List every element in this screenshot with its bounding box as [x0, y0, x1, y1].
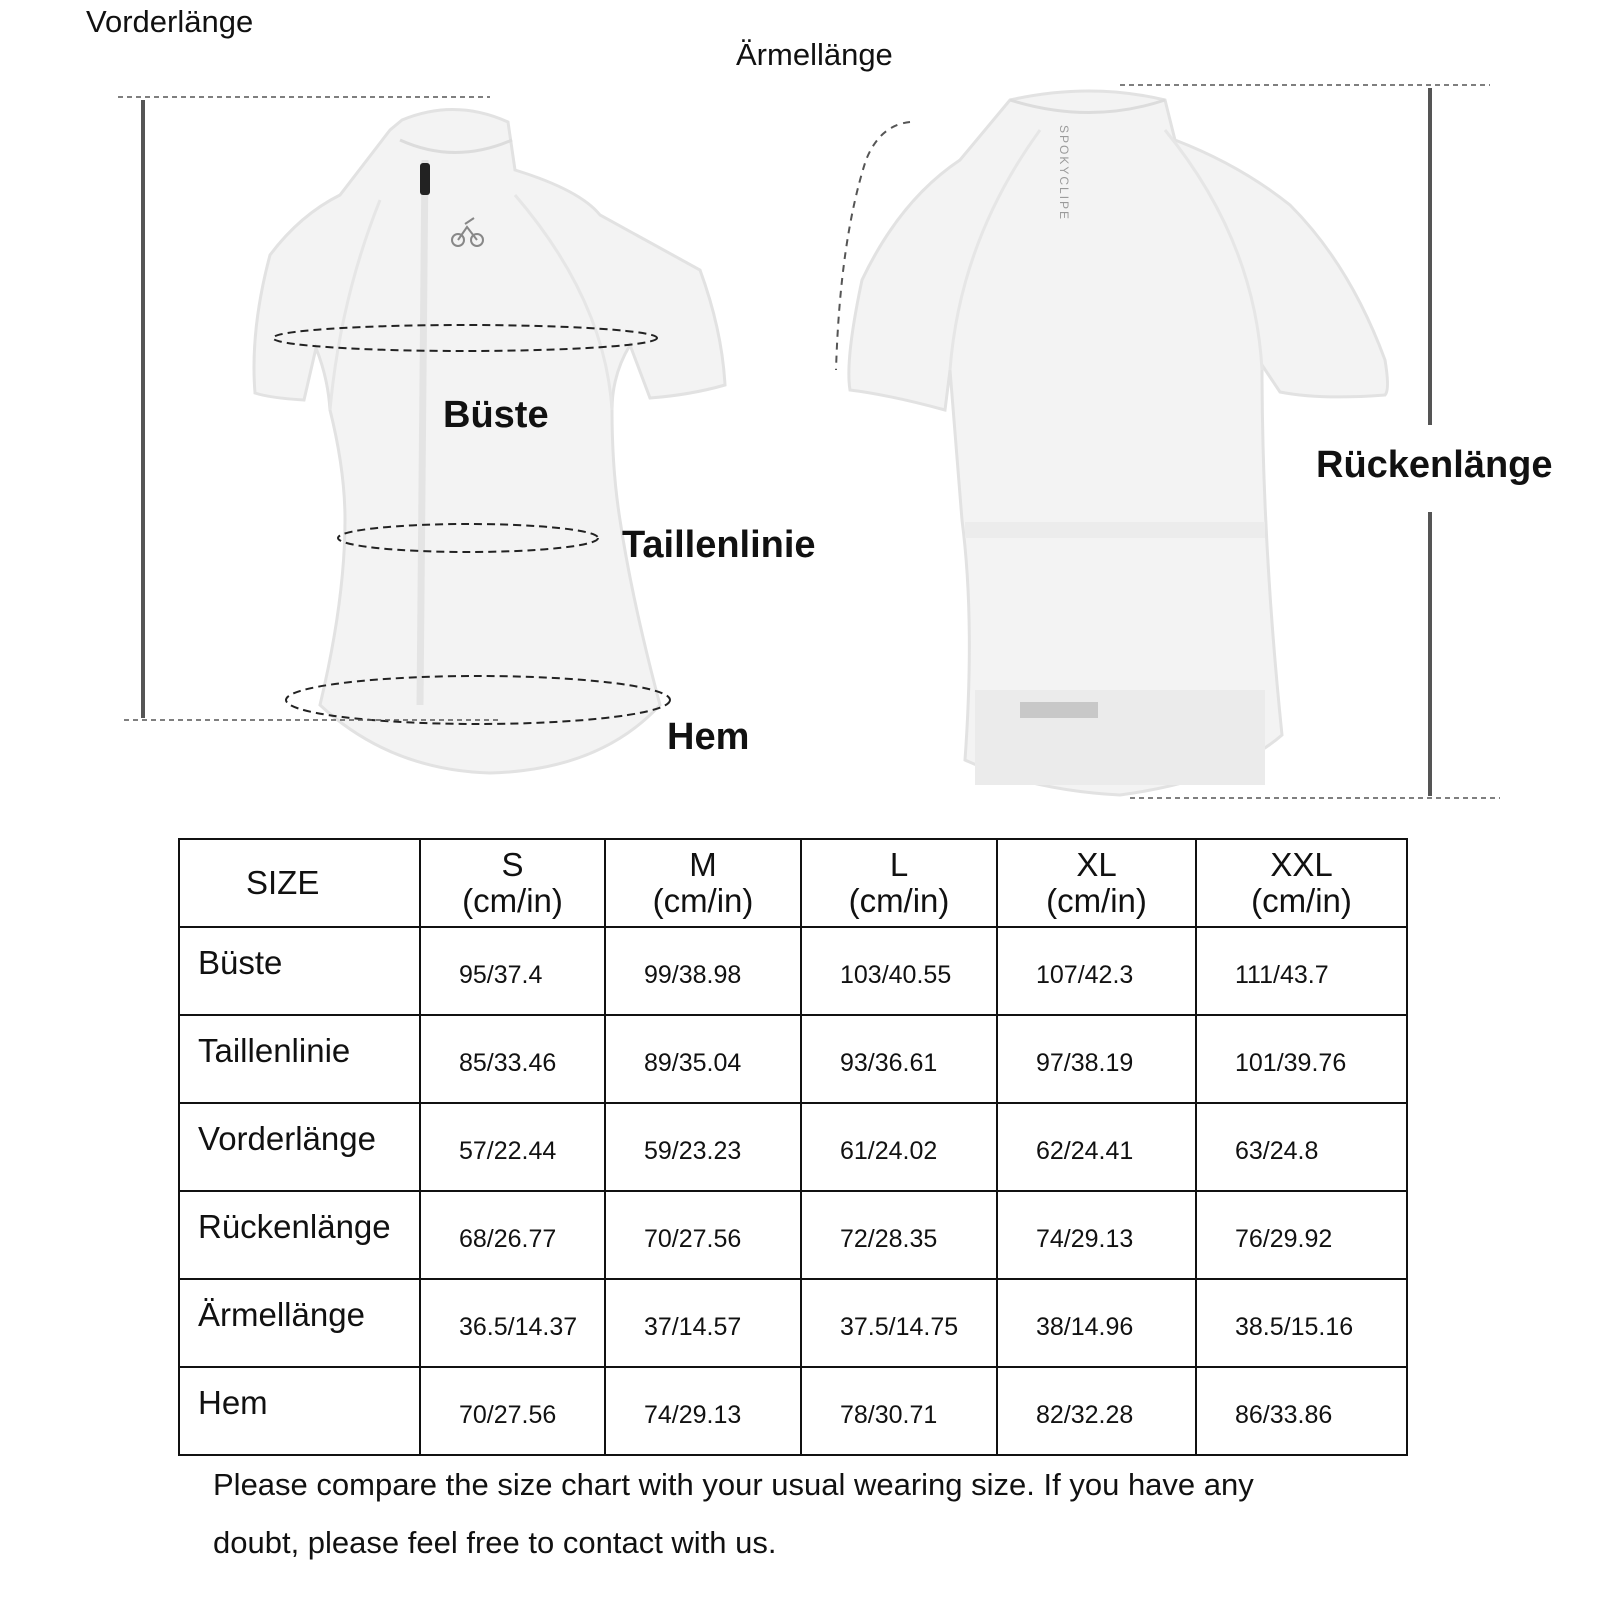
row-label: Ärmellänge	[179, 1279, 420, 1367]
table-cell: 59/23.23	[605, 1103, 801, 1191]
back-pocket-band	[965, 522, 1265, 538]
table-row-waist	[179, 1015, 1407, 1103]
table-cell: 74/29.13	[997, 1191, 1196, 1279]
table-cell: 38/14.96	[997, 1279, 1196, 1367]
table-cell: 70/27.56	[420, 1367, 605, 1455]
table-cell: 82/32.28	[997, 1367, 1196, 1455]
header-l: L (cm/in)	[801, 839, 997, 927]
back-length-label: Rückenlänge	[1316, 444, 1553, 486]
table-cell: 36.5/14.37	[420, 1279, 605, 1367]
header-m: M (cm/in)	[605, 839, 801, 927]
table-cell: 101/39.76	[1196, 1015, 1407, 1103]
table-header-row	[179, 839, 1407, 927]
table-cell: 68/26.77	[420, 1191, 605, 1279]
header-xl: XL (cm/in)	[997, 839, 1196, 927]
front-jersey	[254, 109, 725, 773]
table-cell: 103/40.55	[801, 927, 997, 1015]
zipper-pull	[420, 163, 430, 195]
waist-label: Taillenlinie	[622, 524, 816, 566]
table-cell: 95/37.4	[420, 927, 605, 1015]
back-print-text: SPOKYCLIPE	[1057, 125, 1071, 222]
table-cell: 85/33.46	[420, 1015, 605, 1103]
table-cell: 61/24.02	[801, 1103, 997, 1191]
table-row-front-length	[179, 1103, 1407, 1191]
table-row-back-length	[179, 1191, 1407, 1279]
back-jersey-body	[849, 91, 1388, 795]
size-chart-table	[178, 838, 1408, 1456]
back-pocket-mesh	[975, 690, 1265, 785]
hem-label: Hem	[667, 716, 750, 758]
front-jersey-body	[254, 109, 725, 773]
table-cell: 78/30.71	[801, 1367, 997, 1455]
header-xxl: XXL (cm/in)	[1196, 839, 1407, 927]
table-cell: 70/27.56	[605, 1191, 801, 1279]
table-row-bust	[179, 927, 1407, 1015]
row-label: Vorderlänge	[179, 1103, 420, 1191]
row-label: Hem	[179, 1367, 420, 1455]
table-cell: 86/33.86	[1196, 1367, 1407, 1455]
header-s: S (cm/in)	[420, 839, 605, 927]
table-cell: 63/24.8	[1196, 1103, 1407, 1191]
row-label: Taillenlinie	[179, 1015, 420, 1103]
table-cell: 37/14.57	[605, 1279, 801, 1367]
table-cell: 99/38.98	[605, 927, 801, 1015]
size-note-line1: Please compare the size chart with your usual wearing size. If you have any	[213, 1467, 1254, 1502]
bust-label: Büste	[443, 394, 549, 436]
reflective-strip	[1020, 702, 1098, 718]
table-cell: 62/24.41	[997, 1103, 1196, 1191]
table-row-sleeve-length	[179, 1279, 1407, 1367]
front-length-label: Vorderlänge	[86, 4, 254, 39]
table-cell: 107/42.3	[997, 927, 1196, 1015]
table-cell: 57/22.44	[420, 1103, 605, 1191]
back-jersey	[849, 91, 1388, 795]
table-cell: 111/43.7	[1196, 927, 1407, 1015]
table-cell: 74/29.13	[605, 1367, 801, 1455]
table-cell: 37.5/14.75	[801, 1279, 997, 1367]
table-cell: 72/28.35	[801, 1191, 997, 1279]
header-size: SIZE	[179, 839, 420, 927]
table-cell: 89/35.04	[605, 1015, 801, 1103]
sleeve-length-label: Ärmellänge	[736, 37, 893, 72]
row-label: Büste	[179, 927, 420, 1015]
row-label: Rückenlänge	[179, 1191, 420, 1279]
size-note-line2: doubt, please feel free to contact with us.	[213, 1525, 777, 1560]
table-cell: 38.5/15.16	[1196, 1279, 1407, 1367]
table-cell: 76/29.92	[1196, 1191, 1407, 1279]
table-cell: 97/38.19	[997, 1015, 1196, 1103]
table-row-hem	[179, 1367, 1407, 1455]
table-cell: 93/36.61	[801, 1015, 997, 1103]
size-note	[213, 1456, 1413, 1572]
